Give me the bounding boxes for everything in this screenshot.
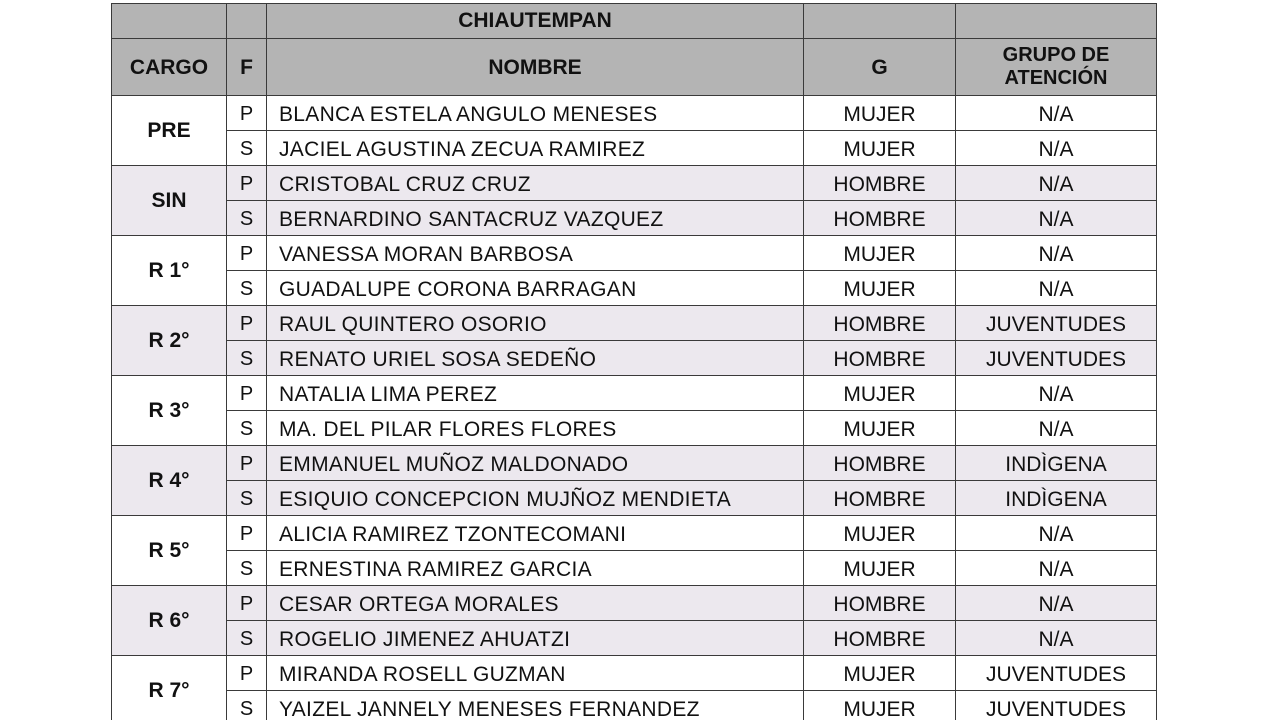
formula-type-cell bbox=[227, 516, 267, 551]
cargo-cell: R 6° bbox=[112, 586, 227, 656]
name-cell-text: ALICIA RAMIREZ TZONTECOMANI bbox=[279, 522, 627, 546]
attention-group-cell bbox=[956, 96, 1157, 131]
formula-type-cell-text: P bbox=[239, 243, 254, 265]
table-row bbox=[112, 586, 1157, 621]
formula-type-cell bbox=[227, 96, 267, 131]
gender-cell bbox=[804, 446, 956, 481]
attention-group-cell-text: N/A bbox=[1038, 137, 1074, 161]
table-row bbox=[112, 691, 1157, 720]
formula-type-cell bbox=[227, 201, 267, 236]
formula-type-cell-text: S bbox=[239, 208, 254, 230]
gender-cell-text: HOMBRE bbox=[833, 312, 926, 336]
name-cell bbox=[267, 271, 804, 306]
name-cell bbox=[267, 166, 804, 201]
table-row bbox=[112, 236, 1157, 271]
gender-cell bbox=[804, 306, 956, 341]
section-title: CHIAUTEMPAN bbox=[267, 4, 804, 39]
gender-cell-text: MUJER bbox=[843, 662, 916, 686]
attention-group-cell-text: N/A bbox=[1038, 522, 1074, 546]
formula-type-cell-text: S bbox=[239, 418, 254, 440]
name-cell-text: ROGELIO JIMENEZ AHUATZI bbox=[279, 627, 571, 651]
gender-cell-text: MUJER bbox=[843, 102, 916, 126]
name-cell-text: BLANCA ESTELA ANGULO MENESES bbox=[279, 102, 658, 126]
attention-group-cell-text: JUVENTUDES bbox=[985, 312, 1127, 336]
formula-type-cell bbox=[227, 271, 267, 306]
attention-group-cell bbox=[956, 656, 1157, 691]
gender-cell bbox=[804, 516, 956, 551]
table-row bbox=[112, 621, 1157, 656]
gender-cell bbox=[804, 201, 956, 236]
table-row bbox=[112, 306, 1157, 341]
gender-cell bbox=[804, 551, 956, 586]
column-header-nombre: NOMBRE bbox=[267, 39, 804, 96]
attention-group-cell bbox=[956, 236, 1157, 271]
attention-group-cell-text: INDÌGENA bbox=[1005, 487, 1107, 511]
name-cell bbox=[267, 481, 804, 516]
table-header bbox=[112, 4, 1157, 96]
cargo-cell: PRE bbox=[112, 96, 227, 166]
formula-type-cell-text: P bbox=[239, 663, 254, 685]
formula-type-cell bbox=[227, 656, 267, 691]
formula-type-cell-text: P bbox=[239, 523, 254, 545]
attention-group-cell-text: N/A bbox=[1038, 417, 1074, 441]
name-cell-text: NATALIA LIMA PEREZ bbox=[279, 382, 498, 406]
cargo-cell: R 2° bbox=[112, 306, 227, 376]
gender-cell-text: HOMBRE bbox=[833, 347, 926, 371]
attention-group-cell-text: JUVENTUDES bbox=[985, 662, 1127, 686]
attention-group-cell-text: N/A bbox=[1038, 592, 1074, 616]
formula-type-cell bbox=[227, 306, 267, 341]
formula-type-cell bbox=[227, 586, 267, 621]
attention-group-cell bbox=[956, 586, 1157, 621]
name-cell bbox=[267, 201, 804, 236]
column-header-grupo-line1: GRUPO DE bbox=[1002, 44, 1110, 66]
formula-type-cell bbox=[227, 551, 267, 586]
name-cell bbox=[267, 586, 804, 621]
table-body bbox=[112, 96, 1157, 720]
attention-group-cell-text: N/A bbox=[1038, 102, 1074, 126]
name-cell-text: MA. DEL PILAR FLORES FLORES bbox=[279, 417, 617, 441]
cargo-cell: R 7° bbox=[112, 656, 227, 720]
attention-group-cell bbox=[956, 166, 1157, 201]
name-cell bbox=[267, 656, 804, 691]
table-row bbox=[112, 516, 1157, 551]
name-cell-text: ERNESTINA RAMIREZ GARCIA bbox=[279, 557, 592, 581]
column-header-grupo bbox=[956, 39, 1157, 96]
candidates-table bbox=[111, 3, 1157, 720]
attention-group-cell bbox=[956, 376, 1157, 411]
name-cell-text: MIRANDA ROSELL GUZMAN bbox=[279, 662, 566, 686]
name-cell bbox=[267, 516, 804, 551]
attention-group-cell bbox=[956, 271, 1157, 306]
gender-cell bbox=[804, 131, 956, 166]
formula-type-cell-text: S bbox=[239, 138, 254, 160]
name-cell-text: JACIEL AGUSTINA ZECUA RAMIREZ bbox=[279, 137, 646, 161]
name-cell-text: GUADALUPE CORONA BARRAGAN bbox=[279, 277, 637, 301]
attention-group-cell bbox=[956, 411, 1157, 446]
table-row bbox=[112, 481, 1157, 516]
gender-cell-text: MUJER bbox=[843, 242, 916, 266]
attention-group-cell-text: N/A bbox=[1038, 277, 1074, 301]
formula-type-cell-text: P bbox=[239, 173, 254, 195]
name-cell-text: YAIZEL JANNELY MENESES FERNANDEZ bbox=[279, 697, 700, 720]
gender-cell bbox=[804, 376, 956, 411]
formula-type-cell bbox=[227, 236, 267, 271]
formula-type-cell-text: P bbox=[239, 383, 254, 405]
column-header-cargo: CARGO bbox=[112, 39, 227, 96]
gender-cell-text: HOMBRE bbox=[833, 487, 926, 511]
gender-cell-text: HOMBRE bbox=[833, 592, 926, 616]
gender-cell bbox=[804, 691, 956, 720]
gender-cell-text: MUJER bbox=[843, 697, 916, 720]
name-cell bbox=[267, 96, 804, 131]
formula-type-cell bbox=[227, 691, 267, 720]
column-header-grupo-line2: ATENCIÓN bbox=[1004, 67, 1108, 89]
cargo-cell: R 1° bbox=[112, 236, 227, 306]
name-cell-text: ESIQUIO CONCEPCION MUJÑOZ MENDIETA bbox=[279, 487, 731, 511]
attention-group-cell-text: N/A bbox=[1038, 207, 1074, 231]
attention-group-cell bbox=[956, 341, 1157, 376]
table-row bbox=[112, 446, 1157, 481]
gender-cell bbox=[804, 656, 956, 691]
table-row bbox=[112, 131, 1157, 166]
attention-group-cell-text: N/A bbox=[1038, 557, 1074, 581]
gender-cell bbox=[804, 341, 956, 376]
formula-type-cell bbox=[227, 411, 267, 446]
gender-cell-text: HOMBRE bbox=[833, 207, 926, 231]
name-cell bbox=[267, 376, 804, 411]
formula-type-cell-text: S bbox=[239, 278, 254, 300]
gender-cell bbox=[804, 411, 956, 446]
name-cell bbox=[267, 341, 804, 376]
cargo-cell: SIN bbox=[112, 166, 227, 236]
gender-cell-text: HOMBRE bbox=[833, 452, 926, 476]
attention-group-cell-text: N/A bbox=[1038, 172, 1074, 196]
attention-group-cell-text: JUVENTUDES bbox=[985, 697, 1127, 720]
formula-type-cell-text: S bbox=[239, 558, 254, 580]
gender-cell bbox=[804, 586, 956, 621]
table-row bbox=[112, 271, 1157, 306]
section-title-row bbox=[112, 4, 1157, 39]
table-row bbox=[112, 201, 1157, 236]
formula-type-cell bbox=[227, 166, 267, 201]
table-row bbox=[112, 656, 1157, 691]
formula-type-cell-text: S bbox=[239, 488, 254, 510]
formula-type-cell-text: P bbox=[239, 453, 254, 475]
gender-cell bbox=[804, 166, 956, 201]
name-cell-text: BERNARDINO SANTACRUZ VAZQUEZ bbox=[279, 207, 664, 231]
formula-type-cell bbox=[227, 446, 267, 481]
gender-cell-text: MUJER bbox=[843, 557, 916, 581]
attention-group-cell-text: N/A bbox=[1038, 382, 1074, 406]
attention-group-cell bbox=[956, 201, 1157, 236]
gender-cell bbox=[804, 621, 956, 656]
formula-type-cell-text: S bbox=[239, 348, 254, 370]
table-row bbox=[112, 96, 1157, 131]
formula-type-cell bbox=[227, 481, 267, 516]
formula-type-cell bbox=[227, 131, 267, 166]
table-row bbox=[112, 376, 1157, 411]
name-cell bbox=[267, 131, 804, 166]
formula-type-cell bbox=[227, 621, 267, 656]
cargo-cell: R 3° bbox=[112, 376, 227, 446]
gender-cell bbox=[804, 236, 956, 271]
table-row bbox=[112, 341, 1157, 376]
name-cell bbox=[267, 236, 804, 271]
name-cell bbox=[267, 306, 804, 341]
gender-cell-text: HOMBRE bbox=[833, 172, 926, 196]
gender-cell-text: MUJER bbox=[843, 522, 916, 546]
attention-group-cell bbox=[956, 481, 1157, 516]
name-cell bbox=[267, 551, 804, 586]
column-header-f: F bbox=[227, 39, 267, 96]
formula-type-cell bbox=[227, 341, 267, 376]
name-cell bbox=[267, 411, 804, 446]
gender-cell bbox=[804, 481, 956, 516]
formula-type-cell-text: P bbox=[239, 313, 254, 335]
formula-type-cell-text: S bbox=[239, 628, 254, 650]
name-cell-text: CESAR ORTEGA MORALES bbox=[279, 592, 559, 616]
name-cell-text: CRISTOBAL CRUZ CRUZ bbox=[279, 172, 531, 196]
formula-type-cell-text: P bbox=[239, 593, 254, 615]
attention-group-cell bbox=[956, 131, 1157, 166]
name-cell bbox=[267, 621, 804, 656]
attention-group-cell bbox=[956, 516, 1157, 551]
name-cell-text: EMMANUEL MUÑOZ MALDONADO bbox=[279, 452, 629, 476]
formula-type-cell bbox=[227, 376, 267, 411]
name-cell-text: RENATO URIEL SOSA SEDEÑO bbox=[279, 347, 597, 371]
attention-group-cell bbox=[956, 306, 1157, 341]
table-row bbox=[112, 166, 1157, 201]
blank-header-cell bbox=[227, 4, 267, 39]
column-header-g: G bbox=[804, 39, 956, 96]
cargo-cell: R 5° bbox=[112, 516, 227, 586]
attention-group-cell-text: N/A bbox=[1038, 627, 1074, 651]
name-cell-text: VANESSA MORAN BARBOSA bbox=[279, 242, 574, 266]
column-header-row bbox=[112, 39, 1157, 96]
attention-group-cell bbox=[956, 621, 1157, 656]
attention-group-cell-text: JUVENTUDES bbox=[985, 347, 1127, 371]
gender-cell-text: HOMBRE bbox=[833, 627, 926, 651]
blank-header-cell bbox=[804, 4, 956, 39]
gender-cell-text: MUJER bbox=[843, 137, 916, 161]
name-cell bbox=[267, 446, 804, 481]
cargo-cell: R 4° bbox=[112, 446, 227, 516]
gender-cell-text: MUJER bbox=[843, 277, 916, 301]
gender-cell bbox=[804, 96, 956, 131]
blank-header-cell bbox=[956, 4, 1157, 39]
blank-header-cell bbox=[112, 4, 227, 39]
table-row bbox=[112, 551, 1157, 586]
formula-type-cell-text: S bbox=[239, 698, 254, 720]
attention-group-cell bbox=[956, 551, 1157, 586]
name-cell-text: RAUL QUINTERO OSORIO bbox=[279, 312, 547, 336]
attention-group-cell-text: N/A bbox=[1038, 242, 1074, 266]
gender-cell-text: MUJER bbox=[843, 382, 916, 406]
attention-group-cell bbox=[956, 446, 1157, 481]
attention-group-cell-text: INDÌGENA bbox=[1005, 452, 1107, 476]
gender-cell-text: MUJER bbox=[843, 417, 916, 441]
gender-cell bbox=[804, 271, 956, 306]
name-cell bbox=[267, 691, 804, 720]
formula-type-cell-text: P bbox=[239, 103, 254, 125]
table-row bbox=[112, 411, 1157, 446]
attention-group-cell bbox=[956, 691, 1157, 720]
